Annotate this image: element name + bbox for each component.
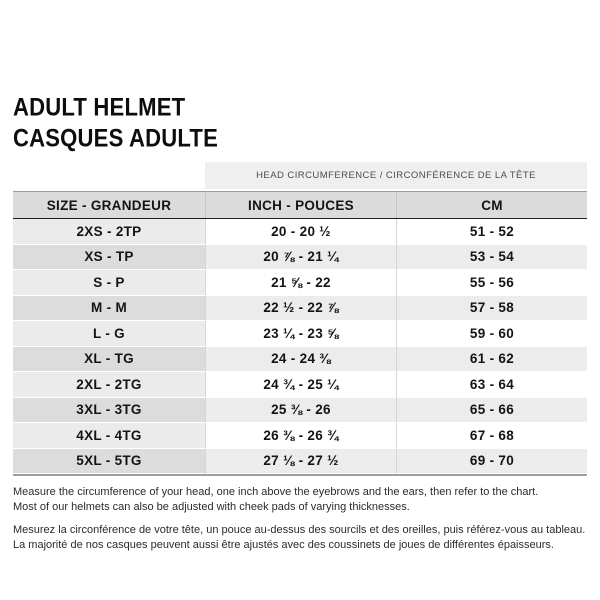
table-row (13, 270, 587, 296)
inch-cell: 20 ⅞ - 21 ¼ (205, 245, 396, 271)
inch-cell: 24 ¾ - 25 ¼ (205, 372, 396, 398)
page-title (13, 92, 600, 154)
size-cell: XL - TG (13, 347, 205, 373)
cm-cell: 61 - 62 (396, 347, 587, 373)
inch-cell: 20 - 20 ½ (205, 219, 396, 245)
cm-cell: 53 - 54 (396, 245, 587, 271)
cm-cell: 55 - 56 (396, 270, 587, 296)
inch-cell: 23 ¼ - 23 ⅝ (205, 321, 396, 347)
table-row (13, 219, 587, 245)
table-row (13, 296, 587, 322)
inch-cell: 26 ⅜ - 26 ¾ (205, 423, 396, 449)
footer-fr-line2: La majorité de nos casques peuvent aussi être ajustés avec des coussinets de joues de différentes épaisseurs. (13, 538, 554, 551)
inch-cell: 22 ½ - 22 ⅞ (205, 296, 396, 322)
inch-cell: 25 ⅜ - 26 (205, 398, 396, 424)
table-header-row (13, 191, 587, 219)
size-cell: 2XL - 2TG (13, 372, 205, 398)
size-table-body (13, 219, 587, 476)
size-cell: S - P (13, 270, 205, 296)
inch-cell: 27 ⅛ - 27 ½ (205, 449, 396, 475)
size-table (13, 162, 587, 476)
size-cell: M - M (13, 296, 205, 322)
cm-cell: 51 - 52 (396, 219, 587, 245)
cm-cell: 59 - 60 (396, 321, 587, 347)
table-row (13, 321, 587, 347)
footer-en-line1: Measure the circumference of your head, one inch above the eyebrows and the ears, then refer to the chart. (13, 486, 539, 498)
size-cell: 4XL - 4TG (13, 423, 205, 449)
table-row (13, 245, 587, 271)
size-cell: XS - TP (13, 245, 205, 271)
page-title-fr: CASQUES ADULTE (13, 124, 218, 153)
footer-en-line2: Most of our helmets can also be adjusted with cheek pads of varying thicknesses. (13, 500, 410, 513)
size-cell: 3XL - 3TG (13, 398, 205, 424)
footer-instructions (13, 485, 587, 552)
size-cell: 5XL - 5TG (13, 449, 205, 475)
head-circumference-span-header: HEAD CIRCUMFERENCE / CIRCONFÉRENCE DE LA TÊTE (205, 162, 587, 189)
column-header-size: SIZE - GRANDEUR (46, 197, 172, 213)
size-cell: L - G (13, 321, 205, 347)
cm-cell: 69 - 70 (396, 449, 587, 475)
cm-cell: 67 - 68 (396, 423, 587, 449)
sizing-chart-page (0, 92, 600, 600)
page-title-en: ADULT HELMET (13, 93, 186, 122)
column-header-cm: CM (396, 192, 587, 218)
cm-cell: 63 - 64 (396, 372, 587, 398)
inch-cell: 24 - 24 ⅜ (205, 347, 396, 373)
column-header-inch: INCH - POUCES (205, 192, 396, 218)
table-row (13, 449, 587, 475)
table-row (13, 347, 587, 373)
table-row (13, 423, 587, 449)
cm-cell: 57 - 58 (396, 296, 587, 322)
inch-cell: 21 ⅝ - 22 (205, 270, 396, 296)
footer-fr-line1: Mesurez la circonférence de votre tête, un pouce au-dessus des sourcils et des oreilles, puis référez-vous au tableau. (13, 524, 586, 536)
cm-cell: 65 - 66 (396, 398, 587, 424)
size-cell: 2XS - 2TP (13, 219, 205, 245)
table-row (13, 372, 587, 398)
table-row (13, 398, 587, 424)
